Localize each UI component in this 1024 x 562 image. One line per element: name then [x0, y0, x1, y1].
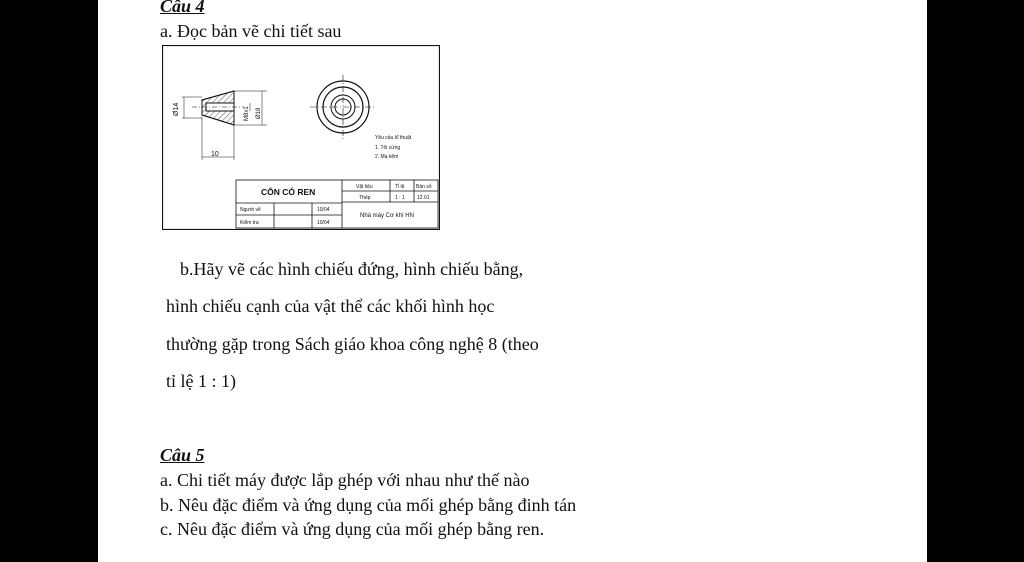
question-5c-text: c. Nêu đặc điểm và ứng dụng của mối ghép bằng ren.: [160, 519, 545, 539]
dim-length-label: 10: [211, 151, 219, 158]
drawer-label: Người vẽ: [240, 207, 261, 213]
requirement-1: 1. Tôi cứng: [375, 145, 401, 151]
part-title: CÔN CÓ REN: [261, 187, 316, 197]
header-scale: Tỉ lệ: [395, 184, 405, 190]
dim-m8x1-label: M8x1: [244, 106, 250, 121]
scale-value: 1 : 1: [395, 195, 405, 201]
question-5-heading: Câu 5: [160, 445, 205, 465]
company-name: Nhà máy Cơ khí HN: [360, 213, 414, 219]
checker-label: Kiểm tra: [240, 220, 259, 226]
requirement-2: 2. Mạ kẽm: [375, 154, 399, 160]
question-4a-text: a. Đọc bản vẽ chi tiết sau: [160, 21, 342, 41]
dim-d18-label: Ø18: [256, 107, 262, 119]
question-4-heading: Câu 4: [160, 0, 205, 16]
header-sheet: Bản số: [416, 184, 432, 190]
question-4b-line-2: hình chiếu cạnh của vật thể các khối hình học: [166, 296, 495, 316]
drawer-date: 10/04: [317, 207, 330, 213]
header-material: Vật liệu: [356, 184, 373, 190]
question-5a-text: a. Chi tiết máy được lắp ghép với nhau như thế nào: [160, 470, 530, 490]
sheet-value: 12.01: [417, 195, 430, 201]
technical-drawing: [162, 45, 440, 230]
document-page: [98, 0, 927, 562]
material-value: Thép: [359, 195, 371, 201]
requirements-title: Yêu cầu kĩ thuật: [375, 135, 412, 141]
question-5b-text: b. Nêu đặc điểm và ứng dụng của mối ghép bằng đinh tán: [160, 495, 577, 515]
checker-date: 10/04: [317, 220, 330, 226]
dim-d14-label: Ø14: [173, 102, 180, 116]
question-4b-line-3: thường gặp trong Sách giáo khoa công nghệ 8 (theo: [166, 334, 539, 354]
question-4b-line-4: tỉ lệ 1 : 1): [166, 371, 236, 391]
question-4b-line-1: b.Hãy vẽ các hình chiếu đứng, hình chiếu bằng,: [180, 259, 524, 279]
